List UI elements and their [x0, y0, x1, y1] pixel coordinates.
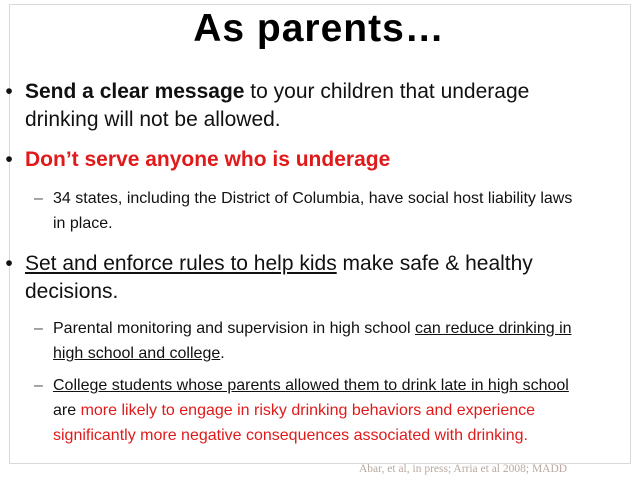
dash-marker: –: [34, 320, 43, 337]
bullet-text: [25, 250, 585, 306]
subbullet-underlined: can reduce drinking in high school and college: [53, 320, 572, 362]
bullet-marker: •: [5, 80, 13, 103]
dash-marker: –: [34, 190, 43, 207]
subbullet-pre: Parental monitoring and supervision in high school: [53, 320, 415, 337]
subbullet-text: 34 states, including the District of Columbia, have social host liability laws in place.: [53, 190, 573, 232]
bullet-marker: •: [5, 252, 13, 275]
subbullet-text: [53, 316, 573, 366]
bullet-marker: •: [5, 148, 13, 171]
bullet-lead: Set and enforce rules to help kids: [25, 252, 337, 275]
citation: Abar, et al, in press; Arria et al 2008; MADD: [359, 463, 568, 475]
subbullet-text: [53, 373, 573, 448]
bullet-lead: Send a clear message: [25, 80, 245, 103]
subbullet-mid: are: [53, 402, 81, 419]
subbullet-post: .: [220, 345, 225, 362]
subbullet-underlined: College students whose parents allowed them to drink late in high school: [53, 377, 569, 394]
slide-title: As parents…: [193, 7, 445, 50]
bullet-lead: Don’t serve anyone who is underage: [25, 148, 391, 171]
bullet-text: [25, 78, 585, 134]
dash-marker: –: [34, 377, 43, 394]
bullet-rest: to your children that underage drinking will not be allowed.: [25, 80, 530, 131]
subbullet-red: more likely to engage in risky drinking behaviors and experience significantly more negative consequences associated with drinking.: [53, 402, 536, 444]
bullet-rest: make safe & healthy decisions.: [25, 252, 533, 303]
